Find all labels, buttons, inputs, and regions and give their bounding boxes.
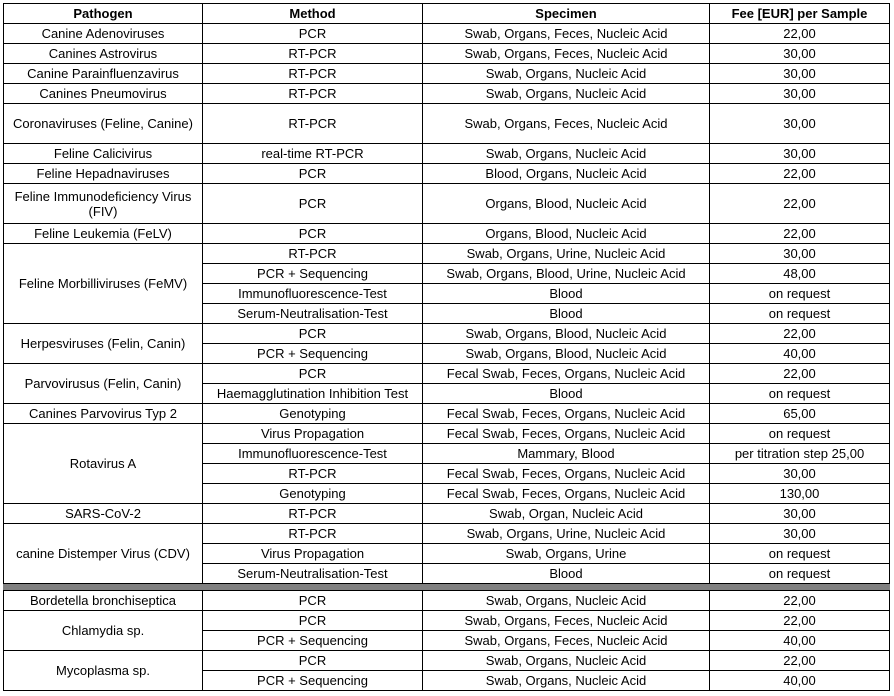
pathogen-cell: Mycoplasma sp. (4, 651, 203, 691)
fee-cell: 40,00 (710, 631, 890, 651)
table-row (4, 144, 890, 164)
method-cell: PCR (203, 651, 423, 671)
fee-cell: 48,00 (710, 264, 890, 284)
specimen-cell: Swab, Organs, Nucleic Acid (423, 84, 710, 104)
pathogen-cell: Bordetella bronchiseptica (4, 591, 203, 611)
method-cell: Immunofluorescence-Test (203, 444, 423, 464)
pathogen-cell: Parvovirusus (Felin, Canin) (4, 364, 203, 404)
fee-cell: on request (710, 384, 890, 404)
specimen-cell: Blood (423, 564, 710, 584)
fee-cell: 30,00 (710, 144, 890, 164)
table-row (4, 184, 890, 224)
fee-cell: on request (710, 544, 890, 564)
fee-cell: 22,00 (710, 324, 890, 344)
fee-cell: 40,00 (710, 344, 890, 364)
fee-cell: 22,00 (710, 364, 890, 384)
specimen-cell: Swab, Organs, Feces, Nucleic Acid (423, 24, 710, 44)
table-row (4, 591, 890, 611)
pathogen-cell: Canines Pneumovirus (4, 84, 203, 104)
table-body (4, 24, 890, 691)
specimen-cell: Blood (423, 304, 710, 324)
specimen-cell: Swab, Organs, Urine (423, 544, 710, 564)
method-cell: PCR (203, 184, 423, 224)
table-row (4, 611, 890, 631)
fee-cell: 22,00 (710, 591, 890, 611)
specimen-cell: Swab, Organs, Blood, Nucleic Acid (423, 324, 710, 344)
pathogen-cell: Feline Morbilliviruses (FeMV) (4, 244, 203, 324)
fee-cell: 30,00 (710, 64, 890, 84)
fee-cell: 65,00 (710, 404, 890, 424)
specimen-cell: Swab, Organs, Feces, Nucleic Acid (423, 44, 710, 64)
table-row (4, 84, 890, 104)
method-cell: RT-PCR (203, 64, 423, 84)
table-row (4, 224, 890, 244)
specimen-cell: Blood, Organs, Nucleic Acid (423, 164, 710, 184)
pathogen-cell: Rotavirus A (4, 424, 203, 504)
header-specimen: Specimen (423, 4, 710, 24)
method-cell: RT-PCR (203, 524, 423, 544)
header-row (4, 4, 890, 24)
method-cell: Immunofluorescence-Test (203, 284, 423, 304)
pathogen-cell: Feline Immunodeficiency Virus (FIV) (4, 184, 203, 224)
method-cell: Virus Propagation (203, 424, 423, 444)
specimen-cell: Swab, Organs, Feces, Nucleic Acid (423, 611, 710, 631)
fee-cell: per titration step 25,00 (710, 444, 890, 464)
method-cell: PCR (203, 364, 423, 384)
pathogen-cell: Feline Leukemia (FeLV) (4, 224, 203, 244)
specimen-cell: Swab, Organs, Urine, Nucleic Acid (423, 244, 710, 264)
fee-cell: on request (710, 424, 890, 444)
specimen-cell: Swab, Organs, Blood, Urine, Nucleic Acid (423, 264, 710, 284)
fee-cell: 22,00 (710, 184, 890, 224)
specimen-cell: Swab, Organs, Blood, Nucleic Acid (423, 344, 710, 364)
method-cell: PCR + Sequencing (203, 631, 423, 651)
method-cell: RT-PCR (203, 244, 423, 264)
specimen-cell: Swab, Organs, Feces, Nucleic Acid (423, 631, 710, 651)
table-row (4, 364, 890, 384)
specimen-cell: Swab, Organ, Nucleic Acid (423, 504, 710, 524)
method-cell: Genotyping (203, 484, 423, 504)
method-cell: Serum-Neutralisation-Test (203, 564, 423, 584)
table-row (4, 651, 890, 671)
table-row (4, 404, 890, 424)
specimen-cell: Fecal Swab, Feces, Organs, Nucleic Acid (423, 404, 710, 424)
fee-cell: 22,00 (710, 24, 890, 44)
fee-cell: 130,00 (710, 484, 890, 504)
table-row (4, 504, 890, 524)
method-cell: PCR (203, 591, 423, 611)
specimen-cell: Swab, Organs, Urine, Nucleic Acid (423, 524, 710, 544)
fee-cell: 30,00 (710, 524, 890, 544)
method-cell: PCR + Sequencing (203, 344, 423, 364)
method-cell: Genotyping (203, 404, 423, 424)
header-pathogen: Pathogen (4, 4, 203, 24)
method-cell: real-time RT-PCR (203, 144, 423, 164)
method-cell: PCR (203, 611, 423, 631)
fee-cell: 22,00 (710, 164, 890, 184)
fee-cell: on request (710, 284, 890, 304)
specimen-cell: Organs, Blood, Nucleic Acid (423, 184, 710, 224)
pathogen-cell: Feline Calicivirus (4, 144, 203, 164)
table-row (4, 324, 890, 344)
method-cell: RT-PCR (203, 504, 423, 524)
pathogen-cell: Coronaviruses (Feline, Canine) (4, 104, 203, 144)
method-cell: RT-PCR (203, 84, 423, 104)
fee-cell: 30,00 (710, 464, 890, 484)
specimen-cell: Swab, Organs, Nucleic Acid (423, 144, 710, 164)
header-fee: Fee [EUR] per Sample (710, 4, 890, 24)
method-cell: Haemagglutination Inhibition Test (203, 384, 423, 404)
specimen-cell: Swab, Organs, Feces, Nucleic Acid (423, 104, 710, 144)
method-cell: PCR + Sequencing (203, 671, 423, 691)
specimen-cell: Fecal Swab, Feces, Organs, Nucleic Acid (423, 484, 710, 504)
fee-cell: 30,00 (710, 84, 890, 104)
method-cell: Serum-Neutralisation-Test (203, 304, 423, 324)
pathogen-cell: Canines Astrovirus (4, 44, 203, 64)
method-cell: PCR + Sequencing (203, 264, 423, 284)
pathogen-cell: SARS-CoV-2 (4, 504, 203, 524)
header-method: Method (203, 4, 423, 24)
table-row (4, 244, 890, 264)
method-cell: PCR (203, 224, 423, 244)
method-cell: RT-PCR (203, 104, 423, 144)
pathogen-cell: Canine Parainfluenzavirus (4, 64, 203, 84)
separator-bar (4, 584, 890, 591)
specimen-cell: Swab, Organs, Nucleic Acid (423, 64, 710, 84)
fee-cell: 30,00 (710, 44, 890, 64)
table-row (4, 64, 890, 84)
specimen-cell: Swab, Organs, Nucleic Acid (423, 671, 710, 691)
pathogen-cell: canine Distemper Virus (CDV) (4, 524, 203, 584)
method-cell: RT-PCR (203, 464, 423, 484)
specimen-cell: Swab, Organs, Nucleic Acid (423, 591, 710, 611)
fee-cell: 30,00 (710, 504, 890, 524)
table-row (4, 424, 890, 444)
specimen-cell: Fecal Swab, Feces, Organs, Nucleic Acid (423, 424, 710, 444)
fee-cell: 22,00 (710, 611, 890, 631)
pathogen-cell: Herpesviruses (Felin, Canin) (4, 324, 203, 364)
specimen-cell: Mammary, Blood (423, 444, 710, 464)
table-row (4, 44, 890, 64)
fee-cell: 22,00 (710, 651, 890, 671)
table-row (4, 164, 890, 184)
section-separator (4, 584, 890, 591)
specimen-cell: Swab, Organs, Nucleic Acid (423, 651, 710, 671)
fee-cell: on request (710, 564, 890, 584)
fee-cell: 30,00 (710, 104, 890, 144)
specimen-cell: Fecal Swab, Feces, Organs, Nucleic Acid (423, 464, 710, 484)
specimen-cell: Blood (423, 284, 710, 304)
price-table (3, 3, 890, 691)
fee-cell: on request (710, 304, 890, 324)
pathogen-cell: Feline Hepadnaviruses (4, 164, 203, 184)
method-cell: PCR (203, 164, 423, 184)
fee-cell: 22,00 (710, 224, 890, 244)
price-table-container (3, 3, 890, 691)
table-row (4, 24, 890, 44)
method-cell: RT-PCR (203, 44, 423, 64)
fee-cell: 40,00 (710, 671, 890, 691)
method-cell: Virus Propagation (203, 544, 423, 564)
pathogen-cell: Canine Adenoviruses (4, 24, 203, 44)
fee-cell: 30,00 (710, 244, 890, 264)
table-row (4, 524, 890, 544)
pathogen-cell: Canines Parvovirus Typ 2 (4, 404, 203, 424)
table-row (4, 104, 890, 144)
specimen-cell: Organs, Blood, Nucleic Acid (423, 224, 710, 244)
specimen-cell: Blood (423, 384, 710, 404)
method-cell: PCR (203, 24, 423, 44)
method-cell: PCR (203, 324, 423, 344)
specimen-cell: Fecal Swab, Feces, Organs, Nucleic Acid (423, 364, 710, 384)
pathogen-cell: Chlamydia sp. (4, 611, 203, 651)
